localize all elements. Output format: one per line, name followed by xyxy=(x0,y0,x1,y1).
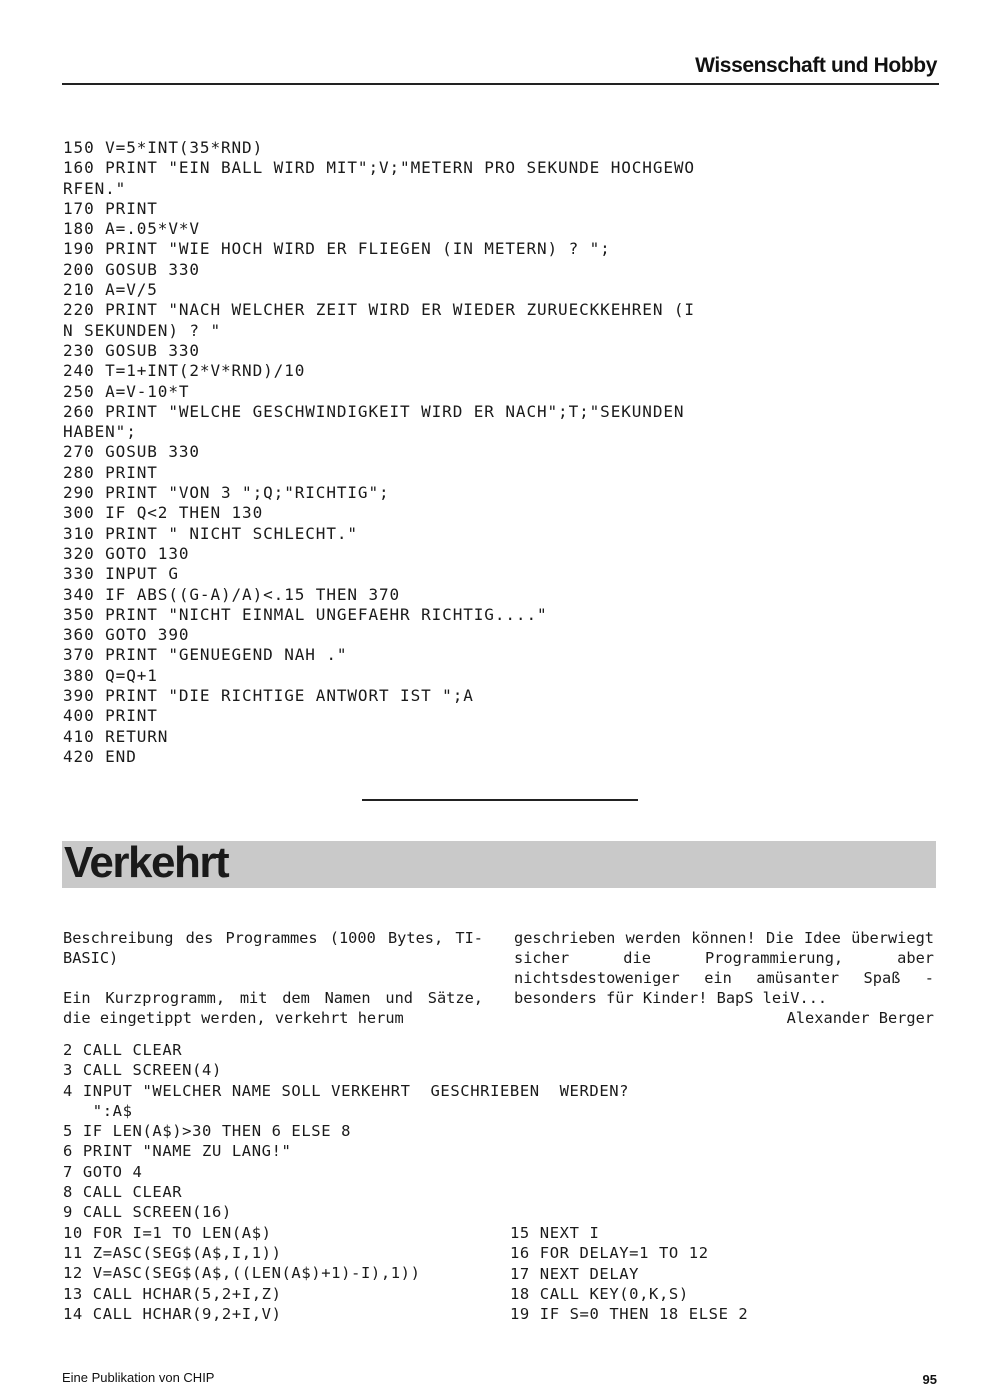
code-line: 410 RETURN xyxy=(63,726,169,746)
code-line: 380 Q=Q+1 xyxy=(63,665,158,685)
code-line: 270 GOSUB 330 xyxy=(63,442,200,462)
code-line: 6 PRINT "NAME ZU LANG!" xyxy=(63,1142,292,1161)
article-column-right xyxy=(514,928,934,1028)
code-line: N SEKUNDEN) ? " xyxy=(63,320,221,340)
code-line: 420 END xyxy=(63,746,137,766)
code-line: 4 INPUT "WELCHER NAME SOLL VERKEHRT GESCHRIEBEN WERDEN? xyxy=(63,1081,630,1100)
code-line: 330 INPUT G xyxy=(63,564,179,584)
article-description: Ein Kurzprogramm, mit dem Namen und Sätze, die eingetippt werden, verkehrt herum xyxy=(63,989,483,1027)
code-line: 320 GOTO 130 xyxy=(63,543,190,563)
code-line: 290 PRINT "VON 3 ";Q;"RICHTIG"; xyxy=(63,483,390,503)
code-line: 190 PRINT "WIE HOCH WIRD ER FLIEGEN (IN METERN) ? "; xyxy=(63,239,611,259)
code-line: 10 FOR I=1 TO LEN(A$) xyxy=(63,1223,272,1242)
article-intro: Beschreibung des Programmes (1000 Bytes, TI-BASIC) xyxy=(63,929,483,967)
code-line: 390 PRINT "DIE RICHTIGE ANTWORT IST ";A xyxy=(63,686,474,706)
code-line: 12 V=ASC(SEG$(A$,((LEN(A$)+1)-I),1)) xyxy=(63,1264,421,1283)
code-line: 240 T=1+INT(2*V*RND)/10 xyxy=(63,361,306,381)
header-divider xyxy=(62,83,939,85)
code-line: 220 PRINT "NACH WELCHER ZEIT WIRD ER WIEDER ZURUECKKEHREN (I xyxy=(63,300,695,320)
section-divider xyxy=(362,799,638,801)
code-line: 400 PRINT xyxy=(63,706,158,726)
code-line: 9 CALL SCREEN(16) xyxy=(63,1203,232,1222)
code-line: 3 CALL SCREEN(4) xyxy=(63,1061,222,1080)
code-line: 300 IF Q<2 THEN 130 xyxy=(63,503,264,523)
code-line: 170 PRINT xyxy=(63,198,158,218)
code-line: 8 CALL CLEAR xyxy=(63,1183,183,1202)
code-line: 14 CALL HCHAR(9,2+I,V) xyxy=(63,1304,282,1323)
code-line: 7 GOTO 4 xyxy=(63,1162,143,1181)
program-listing-ball xyxy=(63,138,695,767)
code-line: 17 NEXT DELAY xyxy=(510,1264,640,1283)
code-line: 310 PRINT " NICHT SCHLECHT." xyxy=(63,523,358,543)
code-line: 180 A=.05*V*V xyxy=(63,219,200,239)
code-line: 200 GOSUB 330 xyxy=(63,259,200,279)
code-line: 160 PRINT "EIN BALL WIRD MIT";V;"METERN PRO SEKUNDE HOCHGEWO xyxy=(63,158,695,178)
code-line: 18 CALL KEY(0,K,S) xyxy=(510,1284,689,1303)
code-line: 260 PRINT "WELCHE GESCHWINDIGKEIT WIRD ER NACH";T;"SEKUNDEN xyxy=(63,401,685,421)
code-line: 360 GOTO 390 xyxy=(63,625,190,645)
article-column-left xyxy=(63,928,483,1028)
code-line: 15 NEXT I xyxy=(510,1224,600,1242)
article-author: Alexander Berger xyxy=(786,1009,934,1027)
code-line: 230 GOSUB 330 xyxy=(63,340,200,360)
code-line: RFEN." xyxy=(63,178,127,198)
code-line: 16 FOR DELAY=1 TO 12 xyxy=(510,1244,709,1263)
section-title: Wissenschaft und Hobby xyxy=(695,54,937,77)
code-line: 13 CALL HCHAR(5,2+I,Z) xyxy=(63,1284,282,1303)
code-line: ":A$ xyxy=(63,1101,133,1120)
code-line: 280 PRINT xyxy=(63,462,158,482)
page-number: 95 xyxy=(922,1372,937,1387)
code-line: 250 A=V-10*T xyxy=(63,381,190,401)
program-listing-verkehrt-continued xyxy=(510,1223,748,1324)
code-line: 350 PRINT "NICHT EINMAL UNGEFAEHR RICHTIG...." xyxy=(63,604,548,624)
publisher-credit: Eine Publikation von CHIP xyxy=(62,1370,215,1385)
code-line: 19 IF S=0 THEN 18 ELSE 2 xyxy=(510,1305,749,1324)
code-line: 370 PRINT "GENUEGEND NAH ." xyxy=(63,645,348,665)
article-title: Verkehrt xyxy=(64,838,229,887)
code-line: 2 CALL CLEAR xyxy=(63,1041,183,1059)
code-line: 210 A=V/5 xyxy=(63,280,158,300)
code-line: 340 IF ABS((G-A)/A)<.15 THEN 370 xyxy=(63,584,401,604)
code-line: 5 IF LEN(A$)>30 THEN 6 ELSE 8 xyxy=(63,1122,352,1141)
article-continuation: geschrieben werden können! Die Idee überwiegt sicher die Programmierung, aber nichtsdestoweniger ein amüsanter Spaß - besonders für Kinder! BapS leiV... xyxy=(514,929,934,1007)
code-line: 150 V=5*INT(35*RND) xyxy=(63,138,264,157)
code-line: HABEN"; xyxy=(63,422,137,442)
code-line: 11 Z=ASC(SEG$(A$,I,1)) xyxy=(63,1243,282,1262)
